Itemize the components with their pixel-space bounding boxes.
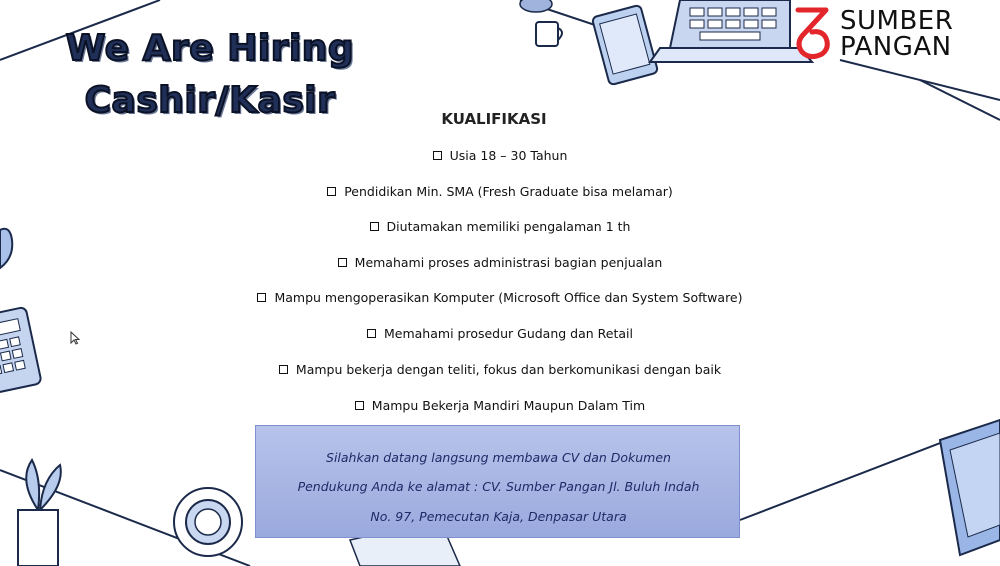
calculator-icon [0, 307, 42, 395]
info-line-1: Silahkan datang langsung membawa CV dan Dokumen [326, 450, 671, 465]
checkbox-icon [338, 258, 347, 267]
qualification-text: Mampu bekerja dengan teliti, fokus dan berkomunikasi dengan baik [295, 362, 722, 377]
logo-mark-icon [792, 6, 836, 62]
logo-text-pangan: PANGAN [840, 32, 952, 62]
qualification-item [0, 255, 1000, 270]
plant-icon [18, 460, 61, 566]
coffee-cup-icon [536, 22, 562, 46]
qualification-item [0, 398, 1000, 413]
checkbox-icon [279, 365, 288, 374]
qualifications-title: KUALIFIKASI [441, 110, 547, 128]
qualification-item [0, 290, 1000, 305]
checkbox-icon [433, 151, 442, 160]
tablet-icon [592, 5, 658, 86]
qualification-text: Memahami prosedur Gudang dan Retail [384, 326, 633, 341]
sticky-note-icon [520, 0, 552, 12]
qualification-item [0, 326, 1000, 341]
coffee-saucer-icon [174, 488, 242, 556]
notebook-icon [940, 420, 1000, 555]
sumber-pangan-logo [790, 4, 990, 64]
qualification-item [0, 219, 1000, 234]
application-info-box [255, 425, 740, 538]
headline-position: Cashir/Kasir [84, 80, 336, 121]
qualification-item [0, 362, 1000, 377]
checkbox-icon [257, 293, 266, 302]
qualification-text: Mampu mengoperasikan Komputer (Microsoft Office dan System Software) [274, 290, 743, 305]
qualification-text: Mampu Bekerja Mandiri Maupun Dalam Tim [371, 398, 646, 413]
laptop-icon [650, 0, 812, 62]
checkbox-icon [355, 401, 364, 410]
mouse-cursor-icon [70, 331, 80, 345]
checkbox-icon [370, 222, 379, 231]
qualification-item [0, 184, 1000, 199]
logo-text-sumber: SUMBER [840, 6, 954, 36]
qualification-item [0, 148, 1000, 163]
qualification-text: Usia 18 – 30 Tahun [449, 148, 568, 163]
headline-we-are-hiring: We Are Hiring [65, 28, 355, 69]
qualification-text: Pendidikan Min. SMA (Fresh Graduate bisa melamar) [344, 184, 673, 199]
qualification-text: Memahami proses administrasi bagian penjualan [354, 255, 663, 270]
qualification-text: Diutamakan memiliki pengalaman 1 th [386, 219, 631, 234]
info-line-3: No. 97, Pemecutan Kaja, Denpasar Utara [370, 509, 627, 524]
checkbox-icon [367, 329, 376, 338]
info-line-2: Pendukung Anda ke alamat : CV. Sumber Pangan Jl. Buluh Indah [297, 479, 700, 494]
checkbox-icon [327, 187, 336, 196]
